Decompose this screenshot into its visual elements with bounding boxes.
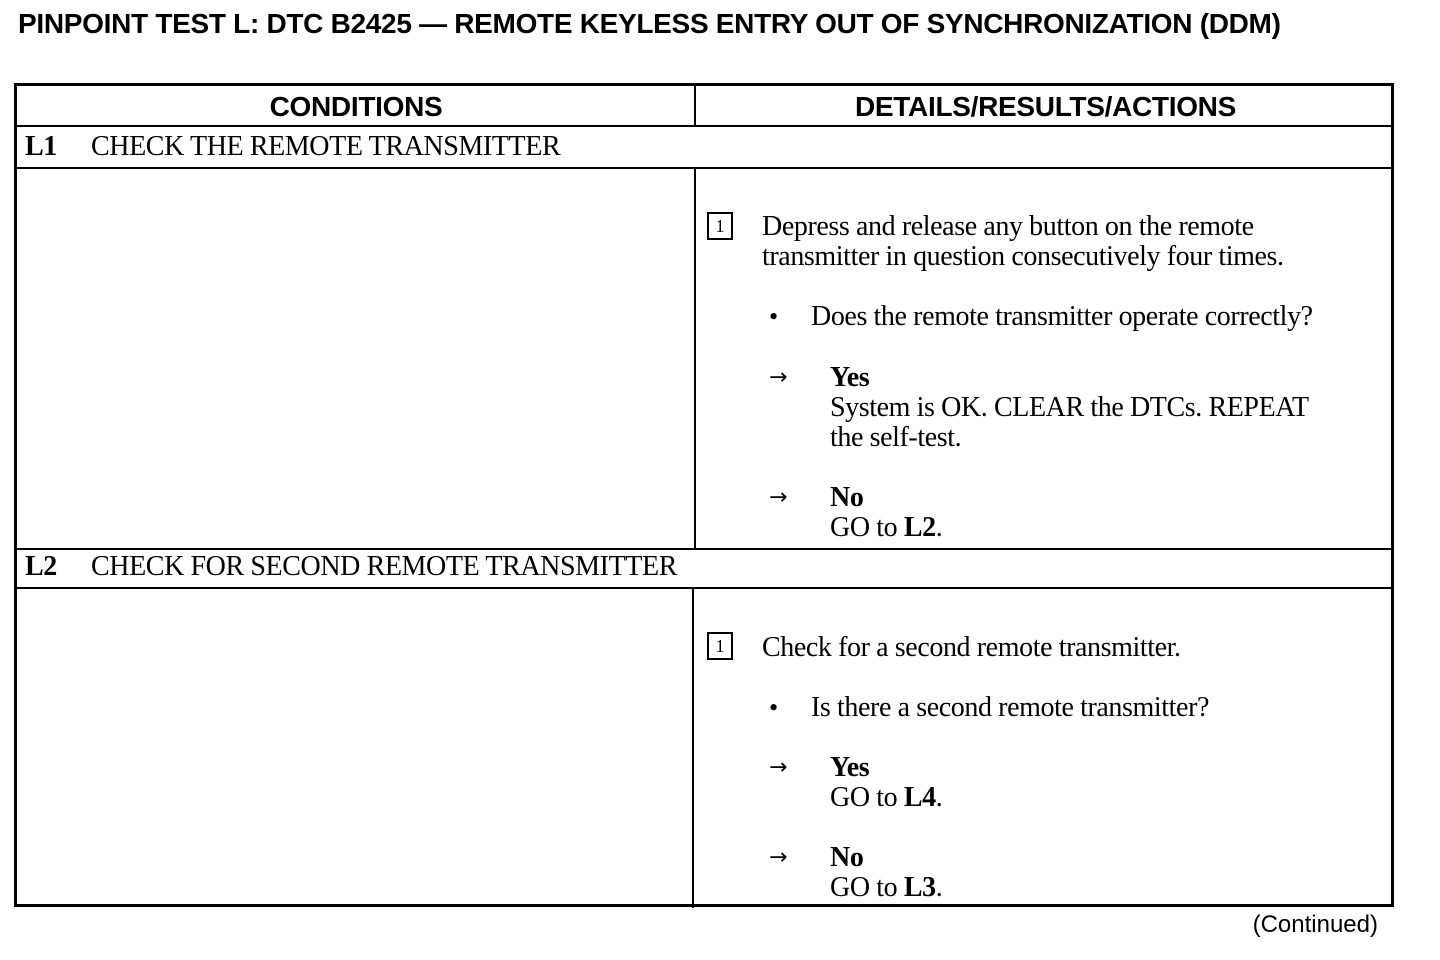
yes-label-l1: Yes [830, 362, 870, 393]
action-text-l1-line1: Depress and release any button on the remote [762, 211, 1254, 242]
step-l1-divider [17, 167, 1391, 169]
question-l1: Does the remote transmitter operate correctly? [811, 301, 1313, 332]
yes-label-l2: Yes [830, 752, 870, 783]
yes-result-l1-line2: the self-test. [830, 422, 962, 453]
details-header: DETAILS/RESULTS/ACTIONS [855, 91, 1236, 122]
yes-result-l2 [830, 783, 942, 813]
step-heading-l1 [25, 127, 560, 167]
no-label-l2: No [830, 842, 864, 873]
yes-prefix-l2: GO to [830, 782, 904, 813]
continued-note: (Continued) [1252, 911, 1378, 938]
arrow-right-icon: → [769, 845, 788, 870]
step-title-l2: CHECK FOR SECOND REMOTE TRANSMITTER [91, 551, 677, 582]
arrow-right-icon: → [769, 485, 788, 510]
no-label-l1: No [830, 482, 864, 513]
no-target-l2: L3 [903, 872, 936, 903]
action-text-l1-line2: transmitter in question consecutively four times. [762, 241, 1284, 272]
step-title-l1: CHECK THE REMOTE TRANSMITTER [91, 131, 561, 162]
action-number-box-l2: 1 [707, 632, 733, 660]
yes-suffix-l2: . [935, 782, 943, 813]
action-text-l2: Check for a second remote transmitter. [762, 632, 1181, 663]
action-number-box-l1: 1 [707, 212, 733, 240]
no-result-l2 [830, 873, 942, 903]
no-prefix-l2: GO to [830, 872, 904, 903]
step-heading-l2 [25, 547, 677, 587]
no-result-l1 [830, 513, 942, 543]
column-divider-l1 [694, 168, 696, 549]
yes-target-l2: L4 [903, 782, 936, 813]
no-prefix-l1: GO to [830, 512, 904, 543]
bullet-icon: • [769, 693, 779, 722]
no-suffix-l2: . [935, 872, 943, 903]
arrow-right-icon: → [769, 755, 788, 780]
page-title: PINPOINT TEST L: DTC B2425 — REMOTE KEYLESS ENTRY OUT OF SYNCHRONIZATION (DDM) [18, 8, 1281, 39]
conditions-header: CONDITIONS [269, 91, 443, 122]
column-divider-header [694, 86, 696, 126]
pinpoint-test-table [14, 83, 1394, 907]
no-target-l1: L2 [903, 512, 936, 543]
bullet-icon: • [769, 302, 779, 331]
no-suffix-l1: . [935, 512, 943, 543]
yes-result-l1-line1: System is OK. CLEAR the DTCs. REPEAT [830, 392, 1309, 423]
column-divider-l2 [692, 588, 694, 908]
arrow-right-icon: → [769, 365, 788, 390]
step-id-l1: L1 [25, 131, 57, 162]
step-l2-divider [17, 587, 1391, 589]
step-id-l2: L2 [25, 551, 57, 582]
question-l2: Is there a second remote transmitter? [811, 692, 1210, 723]
